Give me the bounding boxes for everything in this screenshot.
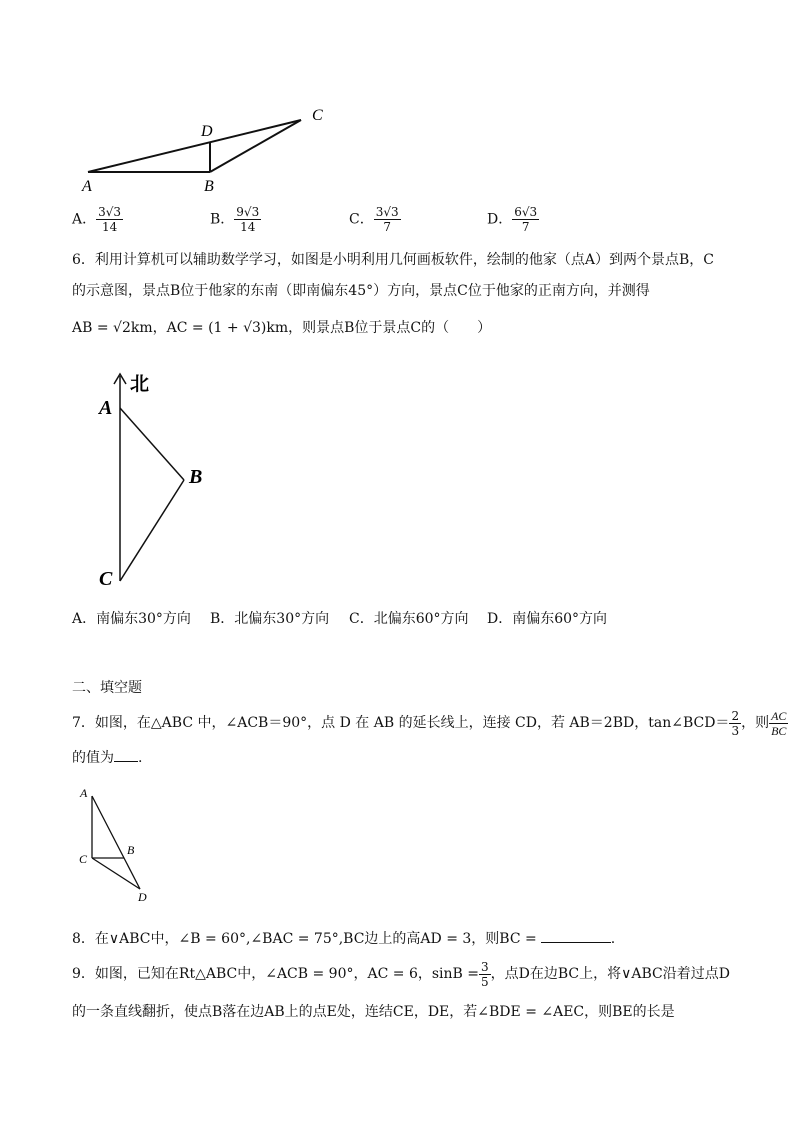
q7-line-2: 的值为 . [72,747,142,768]
q6-option-a[interactable]: A．南偏东30°方向 [72,611,191,627]
north-label: 北 [130,373,150,395]
label-c: C [312,107,323,124]
label-a: A [80,786,88,800]
segment-bc [120,480,184,581]
q7-line-1: 7．如图，在△ABC 中，∠ACB＝90°，点 D 在 AB 的延长线上，连接 CD，若 AB＝2BD，tan∠BCD＝ $\frac{2}{3}$ ，则 $\frac{AC}{BC}$ [72,708,787,738]
figure-q5 [70,98,340,196]
label-d: D [138,890,147,904]
label-a: A [99,397,113,419]
q7-answer-blank[interactable] [114,747,138,762]
q8-answer-blank[interactable] [541,928,611,943]
q5-option-a[interactable]: A． $\frac{3√3}{14}$ [72,205,122,234]
segment-bc [210,120,301,172]
q6-line-3: AB = √2km，AC = (1 + √3)km，则景点B位于景点C的（ ） [72,320,492,336]
segment-cd [92,858,140,889]
q8-line: 8．在∨ABC中，∠B = 60°,∠BAC = 75°,BC边上的高AD = 3，则BC = . [72,928,615,949]
q6-line-2: 的示意图，景点B位于他家的东南（即南偏东45°）方向，景点C位于他家的正南方向，并测得 [72,283,650,299]
label-a: A [82,178,92,195]
q9-line-1: 9．如图，已知在Rt△ABC中，∠ACB = 90°，AC = 6，sinB = $\frac{3}{5}$ ，点D在边BC上，将∨ABC沿着过点D [72,959,730,989]
q6-option-c[interactable]: C．北偏东60°方向 [349,611,469,627]
label-c: C [79,852,88,866]
q5-option-b[interactable]: B． $\frac{9√3}{14}$ [210,205,260,234]
q7-fraction-tan: $\frac{2}{3}$ [731,708,740,738]
section-heading: 二、填空题 [72,680,142,696]
q5-option-d[interactable]: D． $\frac{6√3}{7}$ [487,205,538,234]
q6-option-d[interactable]: D．南偏东60°方向 [487,611,608,627]
figure-q7 [72,782,162,904]
label-d: D [201,123,213,140]
q6-option-b[interactable]: B．北偏东30°方向 [210,611,330,627]
segment-ac [88,120,301,172]
q9-line-2: 的一条直线翻折，使点B落在边AB上的点E处，连结CE，DE，若∠BDE = ∠AEC，则BE的长是 [72,1004,675,1020]
q6-line-1: 6．利用计算机可以辅助数学学习，如图是小明利用几何画板软件，绘制的他家（点A）到两个景点B，C [72,252,715,268]
label-b: B [204,178,214,195]
q9-fraction-sin: $\frac{3}{5}$ [481,959,489,989]
segment-ab [120,408,184,480]
figure-q6 [90,368,230,593]
label-c: C [99,568,113,590]
q5-option-c[interactable]: C． $\frac{3√3}{7}$ [349,205,399,234]
label-b: B [189,466,203,488]
q7-fraction-ratio: $\frac{AC}{BC}$ [771,708,787,738]
label-b: B [127,843,135,857]
